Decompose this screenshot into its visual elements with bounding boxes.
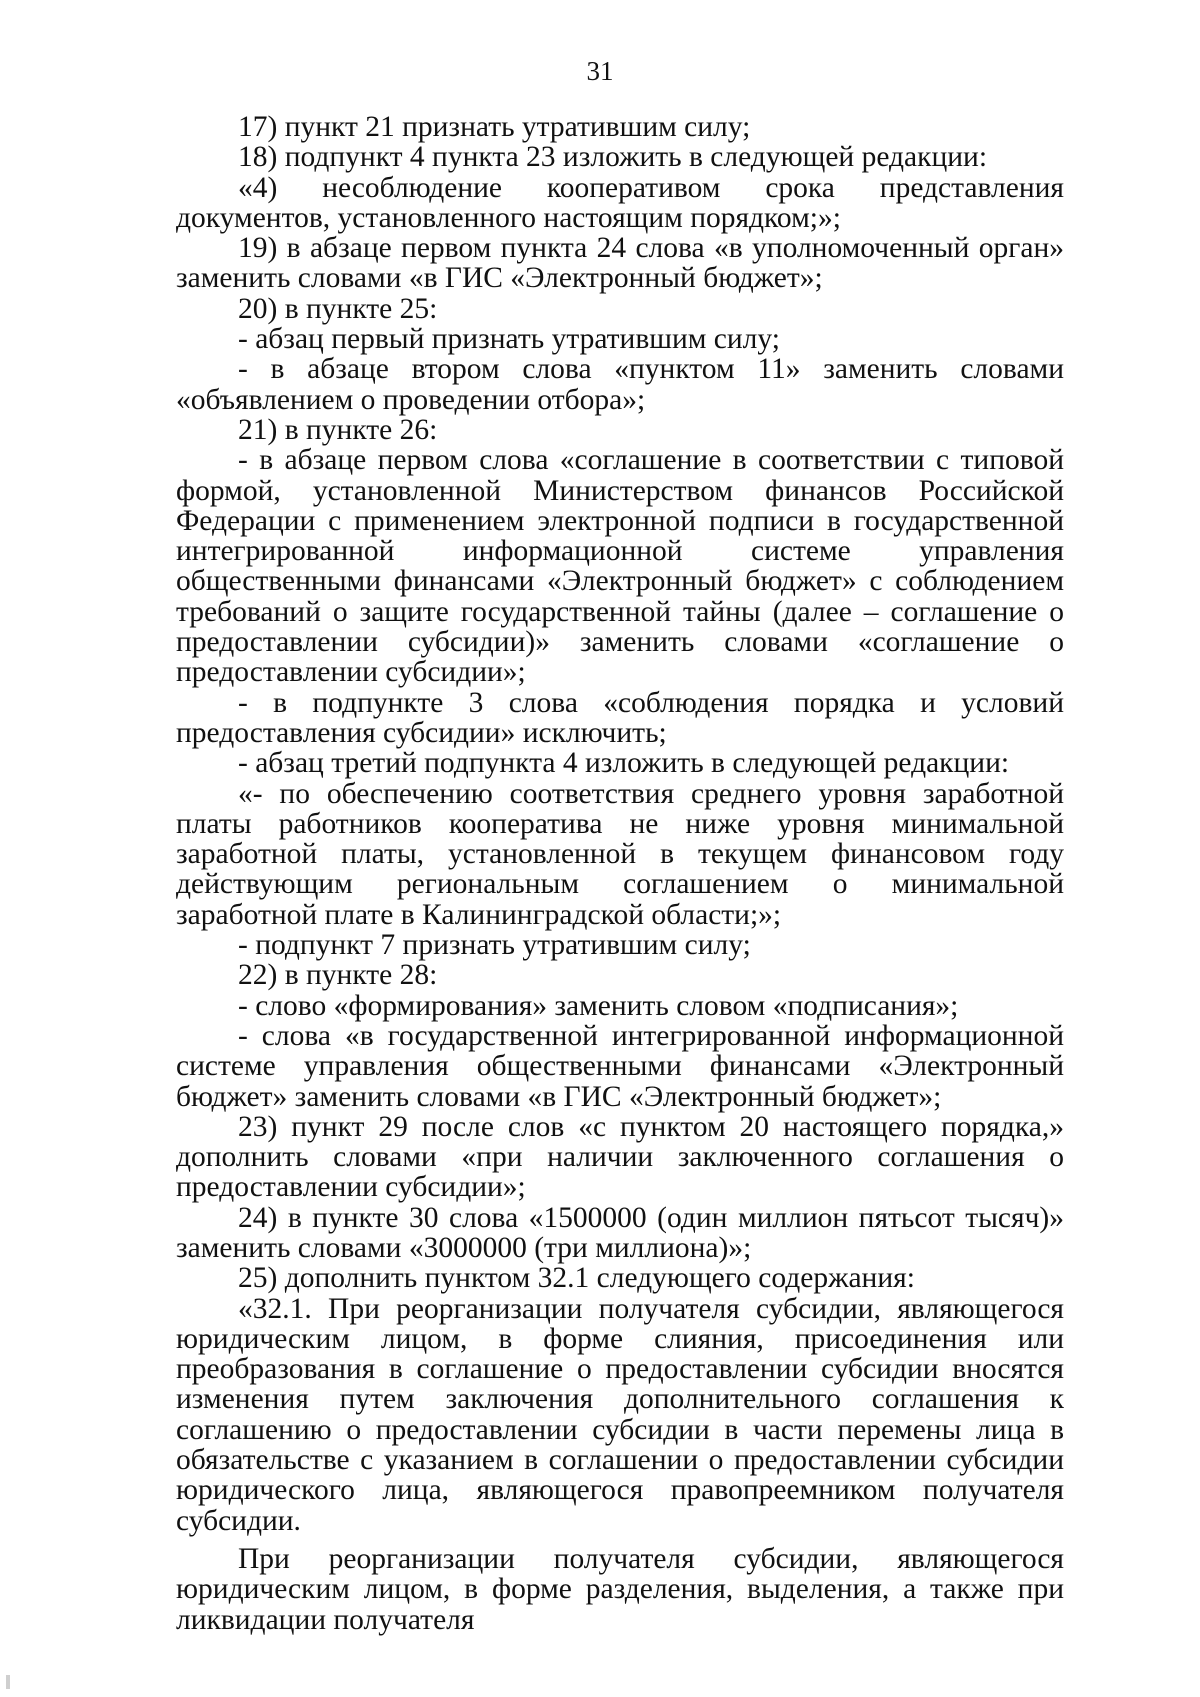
paragraph: 20) в пункте 25: [238,292,438,325]
paragraph: 23) пункт 29 после слов «с пунктом 20 настоящего порядка,» дополнить словами «при наличии заключенного соглашения о предоставлении субсидии»; [176,1110,1064,1204]
paragraph: «- по обеспечению соответствия среднего уровня заработной платы работников кооператива не ниже уровня минимальной заработной платы, установленной в текущем финансовом году действующим региональным соглашением о минимальной заработной плате в Калининградской области;»; [176,777,1064,931]
paragraph: При реорганизации получателя субсидии, являющегося юридическим лицом, в форме разделения, выделения, а также при ликвидации получателя [176,1542,1064,1636]
scan-edge-mark [6,1675,10,1689]
page-number: 31 [586,56,614,86]
paragraph: «32.1. При реорганизации получателя субсидии, являющегося юридическим лицом, в форме слияния, присоединения или преобразования в соглашение о предоставлении субсидии вносятся изменения путем заключения дополнительного соглашения к соглашению о предоставлении субсидии в части перемены лица в обязательстве с указанием в соглашении о предоставлении субсидии юридического лица, являющегося правопреемником получателя субсидии. [176,1292,1064,1537]
paragraph: - абзац первый признать утратившим силу; [238,323,780,356]
document-body [176,112,1064,1635]
paragraph: - в подпункте 3 слова «соблюдения порядка и условий предоставления субсидии» исключить; [176,686,1064,749]
paragraph: - слово «формирования» заменить словом «подписания»; [238,989,959,1022]
paragraph: «4) несоблюдение кооперативом срока представления документов, установленного настоящим порядком;»; [176,171,1064,234]
paragraph: - в абзаце первом слова «соглашение в соответствии с типовой формой, установленной Министерством финансов Российской Федерации с применением электронной подписи в государственной интегрированной информационной системе управления общественными финансами «Электронный бюджет» с соблюдением требований о защите государственной тайны (далее – соглашение о предоставлении субсидии)» заменить словами «соглашение о предоставлении субсидии»; [176,444,1064,689]
paragraph: - в абзаце втором слова «пунктом 11» заменить словами «объявлением о проведении отбора»; [176,353,1064,416]
paragraph: 19) в абзаце первом пункта 24 слова «в уполномоченный орган» заменить словами «в ГИС «Электронный бюджет»; [176,232,1064,295]
paragraph: - подпункт 7 признать утратившим силу; [238,929,751,962]
paragraph: - абзац третий подпункта 4 изложить в следующей редакции: [238,747,1010,780]
paragraph: 21) в пункте 26: [238,413,438,446]
paragraph: - слова «в государственной интегрированной информационной системе управления общественными финансами «Электронный бюджет» заменить словами «в ГИС «Электронный бюджет»; [176,1019,1064,1113]
paragraph: 18) подпункт 4 пункта 23 изложить в следующей редакции: [238,141,988,174]
paragraph: 17) пункт 21 признать утратившим силу; [238,111,751,143]
paragraph: 24) в пункте 30 слова «1500000 (один миллион пятьсот тысяч)» заменить словами «3000000 (три миллиона)»; [176,1201,1064,1264]
paragraph: 22) в пункте 28: [238,959,438,992]
paragraph: 25) дополнить пунктом 32.1 следующего содержания: [238,1262,915,1295]
